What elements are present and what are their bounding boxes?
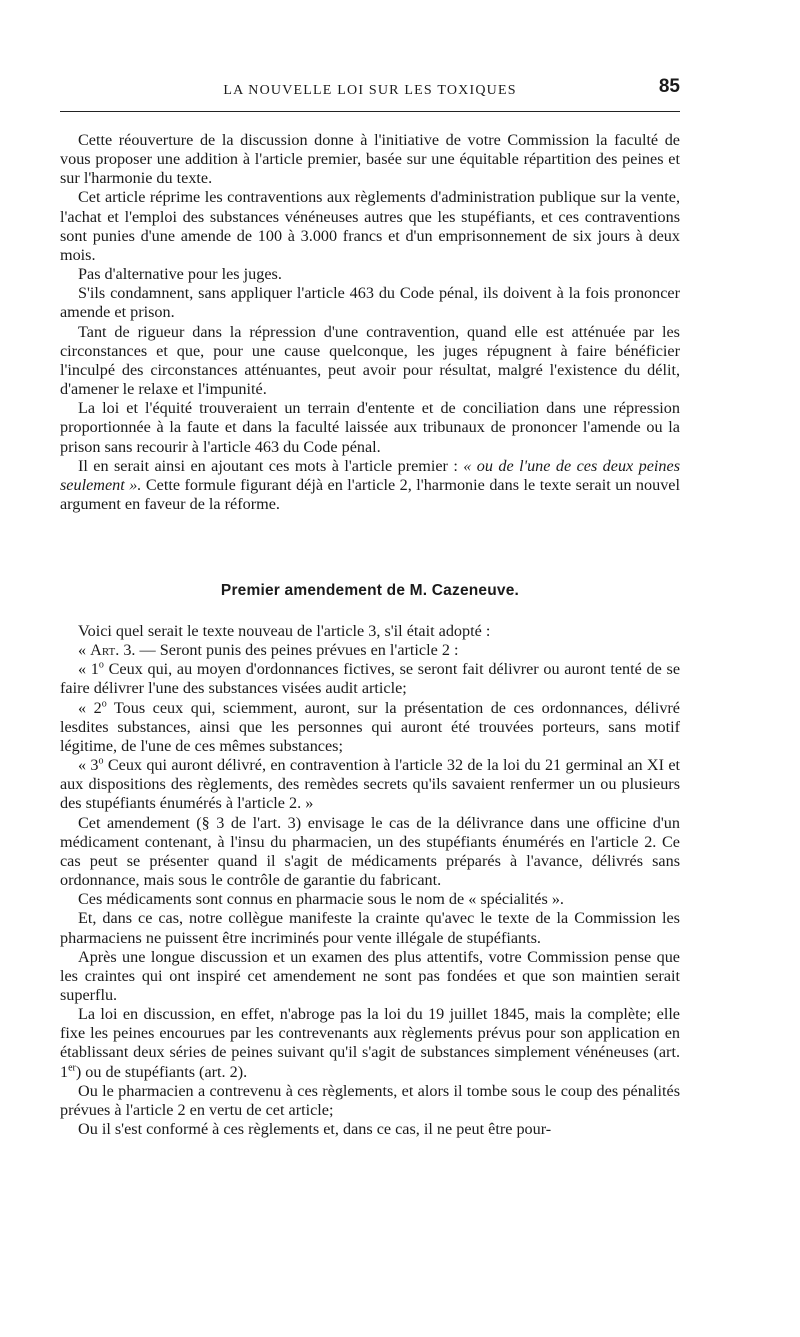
- running-header: [60, 0, 680, 114]
- paragraph: Tant de rigueur dans la répression d'une contravention, quand elle est atténuée par les circonstances et que, pour une cause quelconque, les juges répugnent à faire bénéficier l'inculpé des circonstances atténuantes, peut avoir pour résultat, malgré l'existence du délit, d'amener le relaxe et l'impunité.: [60, 322, 680, 399]
- paragraph: Et, dans ce cas, notre collègue manifeste la crainte qu'avec le texte de la Commission les pharmaciens ne puissent être incriminés pour vente illégale de stupéfiants.: [60, 909, 680, 947]
- article-item: « 2$^o$ Tous ceux qui, sciemment, auront, sur la présentation de ces ordonnances, délivré lesdites substances, ainsi que les personnes qui auront été trouvées porteurs, sans motif légitime, de l'une de ces mêmes substances;: [60, 698, 680, 755]
- paragraph-proposal: [60, 457, 680, 514]
- paragraph-law: La loi en discussion, en effet, n'abroge pas la loi du 19 juillet 1845, mais la complète; elle fixe les peines encourues par les contrevenants aux règlements prévus pour son application en établissant deux séries de peines suivant qu'il s'agit de substances simplement vénéneuses (art. 1er) ou de stupéfiants (art. 2).: [60, 1005, 680, 1081]
- article-line: « Art. 3. — Seront punis des peines prévues en l'article 2 :: [78, 641, 459, 660]
- amendment-text: [60, 622, 680, 1139]
- paragraph: Cet amendement (§ 3 de l'art. 3) envisage le cas de la délivrance dans une officine d'un médicament contenant, à l'insu du pharmacien, un des stupéfiants énumérés en l'article 2. Ce cas peut se présenter quand il s'agit de médicaments préparés à l'avance, délivrés sans ordonnance, mais sous le contrôle de garantie du fabricant.: [60, 813, 680, 890]
- amendment-intro: Voici quel serait le texte nouveau de l'article 3, s'il était adopté :: [78, 622, 491, 640]
- paragraph: Ou le pharmacien a contrevenu à ces règlements, et alors il tombe sous le coup des pénalités prévues à l'article 2 en vertu de cet article;: [60, 1081, 680, 1119]
- paragraph: Après une longue discussion et un examen des plus attentifs, votre Commission pense que les craintes qui ont inspiré cet amendement ne sont pas fondées et que son maintien serait superflu.: [60, 947, 680, 1004]
- header-rule: [60, 111, 680, 112]
- page-number: 85: [658, 76, 680, 97]
- paragraph: S'ils condamnent, sans appliquer l'article 463 du Code pénal, ils doivent à la fois prononcer amende et prison.: [60, 284, 680, 322]
- paragraph: Cette réouverture de la discussion donne à l'initiative de votre Commission la faculté de vous proposer une addition à l'article premier, basée sur une équitable répartition des peines et sur l'harmonie du texte.: [60, 131, 680, 188]
- article-item: « 1$^o$ Ceux qui, au moyen d'ordonnances fictives, se seront fait délivrer ou auront tenté de se faire délivrer l'une des substances visées audit article;: [60, 659, 680, 698]
- paragraph: Pas d'alternative pour les juges.: [78, 265, 282, 284]
- article-item: « 3$^o$ Ceux qui auront délivré, en contravention à l'article 32 de la loi du 21 germinal an XI et aux dispositions des règlements, des remèdes secrets qu'ils savaient renfermer un ou plusieurs des stupéfiants énumérés à l'article 2. »: [60, 755, 681, 813]
- proposal-quote: « ou de l'une de ces deux peines seulement ».: [60, 456, 680, 494]
- article-label: Art.: [90, 641, 120, 660]
- paragraph: Cet article réprime les contraventions aux règlements d'administration publique sur la vente, l'achat et l'emploi des substances vénéneuses autres que les stupéfiants, et ces contraventions sont punies d'une amende de 100 à 3.000 francs et d'un emprisonnement de six jours à deux mois.: [60, 188, 680, 264]
- proposal-text: Il en serait ainsi en ajoutant ces mots à l'article premier :: [78, 456, 464, 475]
- paragraph: La loi et l'équité trouveraient un terrain d'entente et de conciliation dans une répression proportionnée à la faute et dans la faculté laissée aux tribunaux de prononcer l'amende ou la prison sans recourir à l'article 463 du Code pénal.: [60, 399, 680, 456]
- proposal-text-end: Cette formule figurant déjà en l'article 2, l'harmonie dans le texte serait un nouvel argument en faveur de la réforme.: [60, 475, 680, 513]
- commission-text: [60, 131, 680, 514]
- document-page: [60, 0, 681, 1139]
- paragraph: Ces médicaments sont connus en pharmacie sous le nom de « spécialités ».: [78, 890, 564, 909]
- section-heading: Premier amendement de M. Cazeneuve.: [220, 582, 520, 599]
- running-title: LA NOUVELLE LOI SUR LES TOXIQUES: [223, 83, 517, 98]
- paragraph: Ou il s'est conformé à ces règlements et, dans ce cas, il ne peut être pour-: [78, 1120, 552, 1139]
